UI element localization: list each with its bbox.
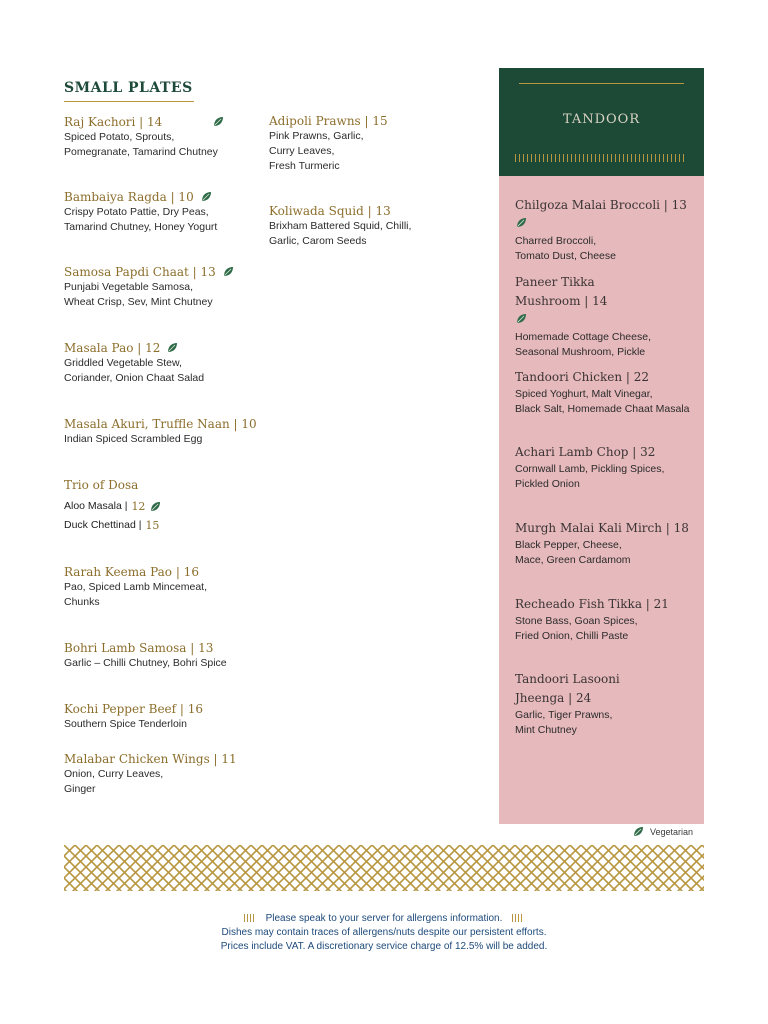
item-description: Garlic, Tiger Prawns, Mint Chutney [515, 709, 613, 736]
item-description: Cornwall Lamb, Pickling Spices, Pickled Onion [515, 463, 665, 490]
dosa-option [64, 497, 264, 516]
menu-item [64, 340, 264, 386]
item-description: Onion, Curry Leaves, Ginger [64, 768, 164, 795]
allergen-footer [0, 912, 768, 954]
menu-item [269, 113, 469, 174]
item-name: Tandoori Chicken | 22 [515, 370, 649, 384]
legend-label: Vegetarian [650, 827, 694, 837]
item-name: Chilgoza Malai Broccoli | 13 [515, 198, 687, 212]
vegetarian-leaf-icon [149, 501, 161, 513]
item-name: Kochi Pepper Beef | 16 [64, 702, 204, 716]
item-description: Charred Broccoli, Tomato Dust, Cheese [515, 235, 616, 262]
menu-item [515, 368, 700, 417]
footer-ornament [244, 914, 256, 922]
option-price: 15 [145, 519, 160, 532]
item-name: Paneer Tikka Mushroom | 14 [515, 275, 608, 308]
menu-item [64, 477, 264, 535]
vegetarian-leaf-icon [515, 217, 527, 229]
menu-item [64, 751, 264, 797]
item-description: Brixham Battered Squid, Chilli, Garlic, Carom Seeds [269, 220, 412, 247]
menu-item [515, 595, 700, 644]
menu-item [269, 203, 469, 249]
dosa-option [64, 516, 264, 535]
item-description: Crispy Potato Pattie, Dry Peas, Tamarind Chutney, Honey Yogurt [64, 206, 218, 233]
item-description: Spiced Potato, Sprouts, Pomegranate, Tamarind Chutney [64, 131, 218, 158]
header-rule [519, 83, 684, 84]
item-name: Raj Kachori | 14 [64, 115, 163, 129]
tandoor-header [499, 68, 704, 176]
option-label: Aloo Masala | [64, 500, 128, 512]
item-name: Masala Pao | 12 [64, 341, 161, 355]
item-description: Punjabi Vegetable Samosa, Wheat Crisp, Sev, Mint Chutney [64, 281, 213, 308]
item-description: Black Pepper, Cheese, Mace, Green Cardamom [515, 539, 631, 566]
vegetarian-leaf-icon [166, 342, 178, 354]
vegetarian-leaf-icon [212, 116, 224, 128]
footer-line-3: Prices include VAT. A discretionary service charge of 12.5% will be added. [220, 941, 548, 952]
tandoor-title: TANDOOR [562, 112, 641, 127]
vegetarian-leaf-icon [632, 826, 644, 838]
option-price: 12 [131, 500, 146, 513]
footer-line-1: Please speak to your server for allergens information. [265, 913, 503, 924]
item-description: Spiced Yoghurt, Malt Vinegar, Black Salt, Homemade Chaat Masala [515, 388, 690, 415]
menu-item [515, 273, 700, 360]
option-label: Duck Chettinad | [64, 519, 142, 531]
vegetarian-leaf-icon [222, 266, 234, 278]
item-description: Indian Spiced Scrambled Egg [64, 433, 203, 445]
item-description: Homemade Cottage Cheese, Seasonal Mushroom, Pickle [515, 331, 651, 358]
item-description: Stone Bass, Goan Spices, Fried Onion, Chilli Paste [515, 615, 638, 642]
menu-item [515, 670, 700, 738]
item-name: Trio of Dosa [64, 478, 139, 492]
menu-item [64, 189, 264, 235]
item-name: Rarah Keema Pao | 16 [64, 565, 199, 579]
item-name: Murgh Malai Kali Mirch | 18 [515, 521, 689, 535]
vegetarian-leaf-icon [200, 191, 212, 203]
menu-item [64, 416, 264, 447]
item-description: Griddled Vegetable Stew, Coriander, Onion Chaat Salad [64, 357, 205, 384]
vegetarian-legend [632, 826, 693, 838]
lattice-border-ornament [64, 845, 704, 891]
item-name: Recheado Fish Tikka | 21 [515, 597, 669, 611]
item-description: Garlic – Chilli Chutney, Bohri Spice [64, 657, 227, 669]
item-name: Bambaiya Ragda | 10 [64, 190, 194, 204]
vegetarian-leaf-icon [515, 313, 527, 325]
item-name: Achari Lamb Chop | 32 [515, 445, 656, 459]
small-plates-heading: SMALL PLATES [64, 80, 193, 96]
item-name: Samosa Papdi Chaat | 13 [64, 265, 216, 279]
footer-ornament [512, 914, 524, 922]
item-name: Masala Akuri, Truffle Naan | 10 [64, 417, 257, 431]
item-name: Koliwada Squid | 13 [269, 204, 391, 218]
menu-item [515, 443, 700, 492]
menu-item [64, 701, 264, 732]
footer-line-2: Dishes may contain traces of allergens/nuts despite our persistent efforts. [221, 927, 547, 938]
item-description: Pink Prawns, Garlic, Curry Leaves, Fresh Turmeric [269, 130, 364, 172]
item-name: Malabar Chicken Wings | 11 [64, 752, 237, 766]
menu-item [64, 114, 264, 160]
menu-item [64, 264, 264, 310]
item-name: Tandoori Lasooni Jheenga | 24 [515, 672, 620, 705]
tandoor-panel [499, 68, 704, 824]
menu-item [515, 196, 700, 264]
menu-item [515, 519, 700, 568]
item-description: Southern Spice Tenderloin [64, 718, 187, 730]
menu-item [64, 564, 264, 610]
heading-underline [64, 101, 194, 102]
item-description: Pao, Spiced Lamb Mincemeat, Chunks [64, 581, 207, 608]
menu-item [64, 640, 264, 671]
item-name: Bohri Lamb Samosa | 13 [64, 641, 214, 655]
item-name: Adipoli Prawns | 15 [269, 114, 388, 128]
header-ornament [515, 154, 687, 162]
